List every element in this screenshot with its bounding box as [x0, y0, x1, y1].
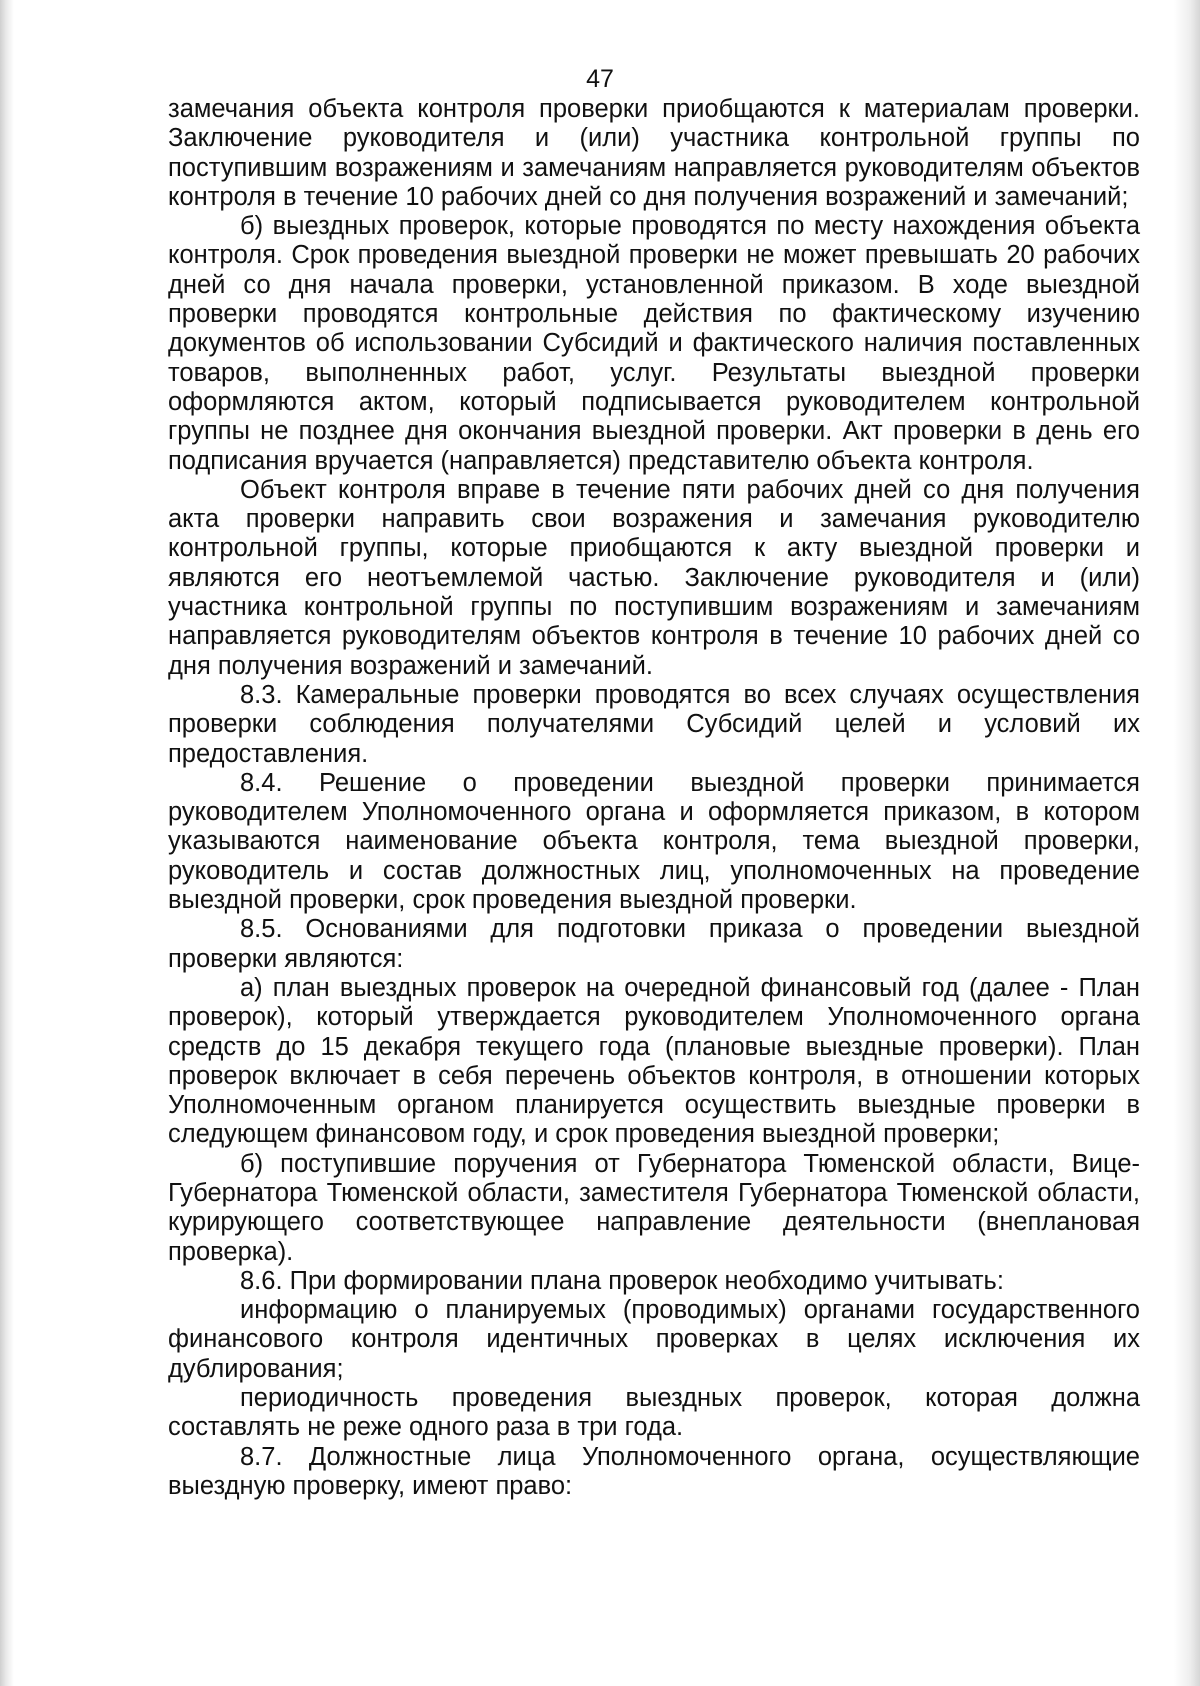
paragraph-b-field-inspections: б) выездных проверок, которые проводятся по месту нахождения объекта контроля. Срок проведения выездной проверки не может превышать 20 рабочих дней со дня начала проверки, установленной приказом. В ходе выездной проверки проводятся контрольные действия по фактическому изучению документов об использовании Субсидий и фактического наличия поставленных товаров, выполненных работ, услуг. Результаты выездной проверки оформляются актом, который подписывается руководителем контрольной группы не позднее дня окончания выездной проверки. Акт проверки в день его подписания вручается (направляется) представителю объекта контроля. — [168, 212, 1140, 475]
paragraph-continuation: замечания объекта контроля проверки приобщаются к материалам проверки. Заключение руководителя и (или) участника контрольной группы по поступившим возражениям и замечаниям направляется руководителям объектов контроля в течение 10 рабочих дней со дня получения возражений и замечаний; — [168, 95, 1140, 211]
document-body — [168, 95, 1140, 1501]
paragraph-8-6-info: информацию о планируемых (проводимых) органами государственного финансового контроля идентичных проверках в целях исключения их дублирования; — [168, 1296, 1140, 1383]
paragraph-8-3: 8.3. Камеральные проверки проводятся во всех случаях осуществления проверки соблюдения получателями Субсидий целей и условий их предоставления. — [168, 680, 1140, 768]
page-number: 47 — [586, 65, 614, 93]
paragraph-8-5-b: б) поступившие поручения от Губернатора Тюменской области, Вице-Губернатора Тюменской области, заместителя Губернатора Тюменской области, курирующего соответствующее направление деятельности (внеплановая проверка). — [168, 1149, 1140, 1266]
paragraph-8-5-a: а) план выездных проверок на очередной финансовый год (далее - План проверок), который утверждается руководителем Уполномоченного органа средств до 15 декабря текущего года (плановые выездные проверки). План проверок включает в себя перечень объектов контроля, в отношении которых Уполномоченным органом планируется осуществить выездные проверки в следующем финансовом году, и срок проведения выездной проверки; — [168, 973, 1140, 1149]
paragraph-8-5: 8.5. Основаниями для подготовки приказа о проведении выездной проверки являются: — [168, 915, 1140, 973]
paragraph-8-7: 8.7. Должностные лица Уполномоченного органа, осуществляющие выездную проверку, имеют право: — [168, 1442, 1140, 1500]
scan-edge-left — [0, 0, 14, 1686]
paragraph-8-4: 8.4. Решение о проведении выездной проверки принимается руководителем Уполномоченного органа и оформляется приказом, в котором указываются наименование объекта контроля, тема выездной проверки, руководитель и состав должностных лиц, уполномоченных на проведение выездной проверки, срок проведения выездной проверки. — [168, 768, 1140, 915]
paragraph-8-6: 8.6. При формировании плана проверок необходимо учитывать: — [240, 1266, 1004, 1295]
scan-edge-right — [1174, 0, 1200, 1686]
paragraph-objections-right: Объект контроля вправе в течение пяти рабочих дней со дня получения акта проверки направить свои возражения и замечания руководителю контрольной группы, которые приобщаются к акту выездной проверки и являются его неотъемлемой частью. Заключение руководителя и (или) участника контрольной группы по поступившим возражениям и замечаниям направляется руководителям объектов контроля в течение 10 рабочих дней со дня получения возражений и замечаний. — [168, 475, 1140, 680]
paragraph-8-6-periodicity: периодичность проведения выездных проверок, которая должна составлять не реже одного раза в три года. — [168, 1384, 1140, 1442]
